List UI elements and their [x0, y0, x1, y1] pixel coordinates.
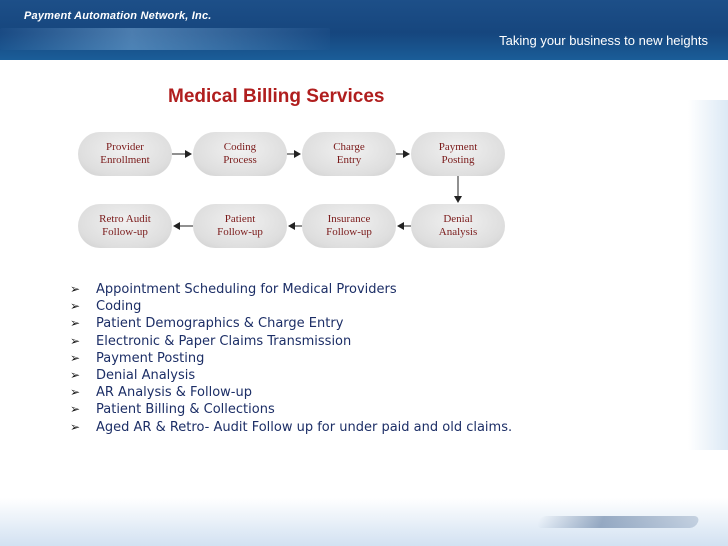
list-item: [70, 367, 512, 384]
arrow-bullet-icon: ➢: [70, 333, 81, 348]
arrow-bullet-icon: ➢: [70, 385, 81, 400]
arrow-bullet-icon: ➢: [70, 402, 81, 417]
list-item-text: Payment Posting: [96, 350, 205, 366]
node-label: Payment Posting: [438, 141, 478, 166]
list-item-text: Denial Analysis: [96, 367, 196, 383]
node-label: Charge Entry: [333, 141, 365, 166]
list-item: [70, 350, 512, 367]
node-label: Insurance Follow-up: [326, 213, 372, 238]
list-item: [70, 281, 512, 298]
list-item-text: Patient Demographics & Charge Entry: [96, 316, 344, 332]
list-item-text: Aged AR & Retro- Audit Follow up for under paid and old claims.: [96, 419, 513, 435]
arrow-bullet-icon: ➢: [70, 299, 81, 314]
services-list: [70, 281, 512, 436]
arrow-bullet-icon: ➢: [70, 350, 81, 365]
node-label: Denial Analysis: [438, 213, 478, 238]
list-item-text: Patient Billing & Collections: [96, 402, 275, 418]
list-item-text: AR Analysis & Follow-up: [96, 385, 252, 401]
list-item: [70, 315, 512, 332]
arrow-bullet-icon: ➢: [70, 316, 81, 331]
node-label: Retro Audit Follow-up: [99, 213, 151, 238]
list-item-text: Electronic & Paper Claims Transmission: [96, 333, 352, 349]
list-item-text: Coding: [96, 299, 142, 315]
arrow-bullet-icon: ➢: [70, 282, 81, 296]
arrow-bullet-icon: ➢: [70, 419, 81, 434]
node-label: Patient Follow-up: [217, 213, 263, 238]
node-label: Provider Enrollment: [100, 141, 150, 166]
list-item: [70, 384, 512, 401]
tagline: Taking your business to new heights: [499, 33, 708, 48]
list-item: [70, 419, 512, 436]
node-label: Coding Process: [223, 141, 257, 166]
list-item-text: Appointment Scheduling for Medical Providers: [96, 282, 397, 297]
arrow-bullet-icon: ➢: [70, 367, 81, 382]
list-item: [70, 298, 512, 315]
list-item: [70, 333, 512, 350]
page-title: Medical Billing Services: [168, 86, 385, 107]
list-item: [70, 401, 512, 418]
company-name: Payment Automation Network, Inc.: [24, 10, 212, 22]
